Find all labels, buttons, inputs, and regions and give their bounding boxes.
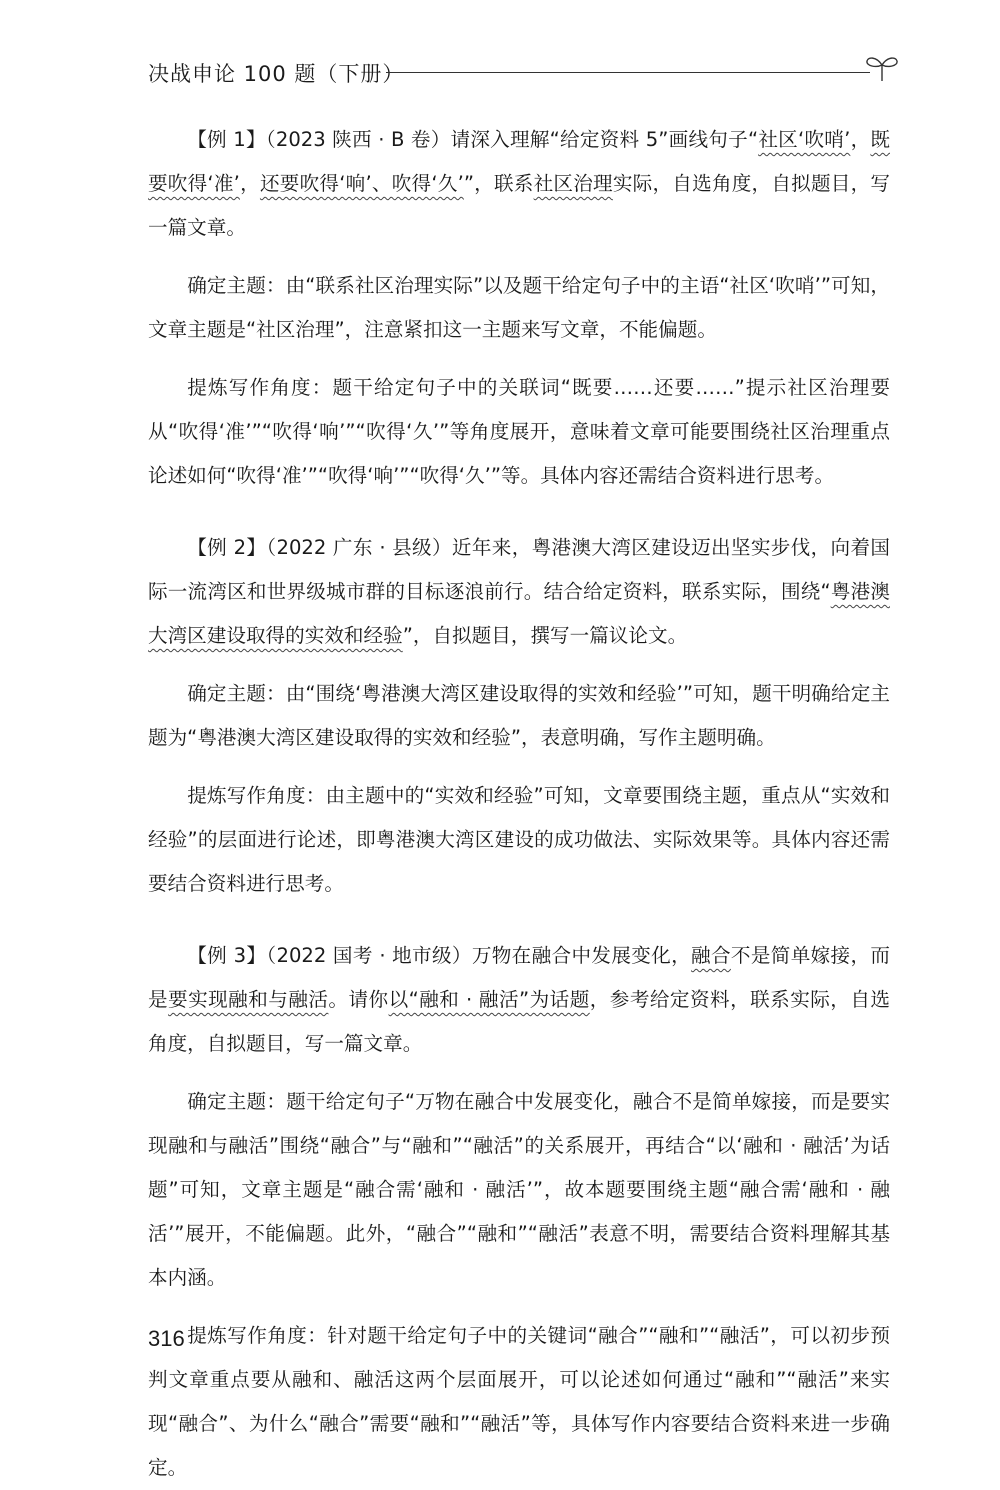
example-3-tag: 【例 3】 [187,944,267,967]
example-1-source: （2023 陕西 · B 卷） [265,128,451,151]
underlined-phrase: 融合 [691,944,731,967]
example-1-tag: 【例 1】 [187,128,266,151]
theme-label: 确定主题： [187,274,286,297]
underlined-phrase: 以“融和 · 融活”为话题 [388,988,590,1011]
book-title: 决战申论 100 题（下册） [148,62,405,86]
page-number: 316 [148,1326,185,1351]
underlined-phrase: 还要吹得‘响’、吹得‘久’ [259,172,464,195]
theme-label: 确定主题： [187,1090,287,1113]
running-header [148,52,900,92]
sprout-icon [864,52,900,82]
theme-label: 确定主题： [187,682,286,705]
example-3-theme: 确定主题：题干给定句子“万物在融合中发展变化，融合不是简单嫁接，而是要实现融和与融活”围绕“融合”与“融和”“融活”的关系展开，再结合“以‘融和 · 融活’为话题”可知，文章主题是“融合需‘融和 · 融活’”，故本题要围绕主题“融合需‘融和 · 融活’”展开，不能偏题。此外，“融合”“融和”“融活”表意不明，需要结合资料理解其基本内涵。 [148,1090,890,1289]
example-1-question: 【例 1】（2023 陕西 · B 卷）请深入理解“给定资料 5”画线句子“社区‘吹哨’，既要吹得‘准’，还要吹得‘响’、吹得‘久’”，联系社区治理实际，自选角度，自拟题目，写一篇文章。 [148,128,891,239]
example-2-theme: 确定主题：由“围绕‘粤港澳大湾区建设取得的实效和经验’”可知，题干明确给定主题为“粤港澳大湾区建设取得的实效和经验”，表意明确，写作主题明确。 [148,682,891,749]
example-2-tag: 【例 2】 [187,536,267,559]
example-2-question: 【例 2】（2022 广东 · 县级）近年来，粤港澳大湾区建设迈出坚实步伐，向着国际一流湾区和世界级城市群的目标逐浪前行。结合给定资料，联系实际，围绕“粤港澳大湾区建设取得的实效和经验”，自拟题目，撰写一篇议论文。 [148,536,890,647]
example-3-angle: 提炼写作角度：针对题干给定句子中的关键词“融合”“融和”“融活”，可以初步预判文章重点要从融和、融活这两个层面展开，可以论述如何通过“融和”“融活”来实现“融合”、为什么“融合”需要“融和”“融活”等，具体写作内容要结合资料来进一步确定。 [148,1324,891,1479]
header-rule [386,72,870,73]
example-1-angle: 提炼写作角度：题干给定句子中的关联词“既要……还要……”提示社区治理要从“吹得‘准’”“吹得‘响’”“吹得‘久’”等角度展开，意味着文章可能要围绕社区治理重点论述如何“吹得‘准’”“吹得‘响’”“吹得‘久’”等。具体内容还需结合资料进行思考。 [148,376,890,487]
angle-label: 提炼写作角度： [187,784,326,807]
underlined-phrase: 粤港澳大湾区建设取得的实效和经验 [148,580,890,647]
underlined-phrase: 社区‘吹哨’ [758,128,851,151]
example-3-question: 【例 3】（2022 国考 · 地市级）万物在融合中发展变化，融合不是简单嫁接，而是要实现融和与融活。请你以“融和 · 融活”为话题，参考给定资料，联系实际，自选角度，自拟题目，写一篇文章。 [148,944,891,1055]
example-1-theme: 确定主题：由“联系社区治理实际”以及题干给定句子中的主语“社区‘吹哨’”可知，文章主题是“社区治理”，注意紧扣这一主题来写文章，不能偏题。 [148,274,891,341]
underlined-phrase: 要实现融和与融活 [168,988,329,1011]
underlined-phrase: 既要吹得‘准’ [148,128,890,195]
example-2-source: （2022 广东 · 县级） [266,536,452,559]
angle-label: 提炼写作角度： [187,1324,328,1347]
page-body [148,118,890,1490]
example-3-source: （2022 国考 · 地市级） [266,944,472,967]
angle-label: 提炼写作角度： [187,376,333,399]
underlined-phrase: 社区治理 [533,172,613,195]
example-2-angle: 提炼写作角度：由主题中的“实效和经验”可知，文章要围绕主题，重点从“实效和经验”的层面进行论述，即粤港澳大湾区建设的成功做法、实际效果等。具体内容还需要结合资料进行思考。 [148,784,891,895]
